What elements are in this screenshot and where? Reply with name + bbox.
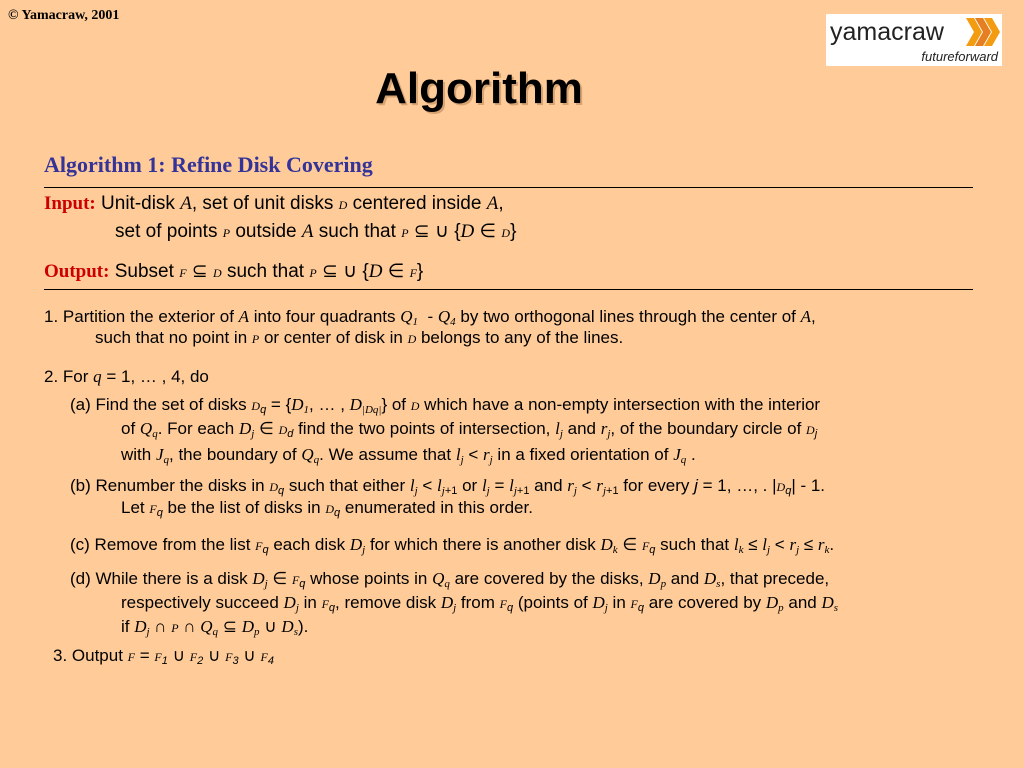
step2b-line-1: (b) Renumber the disks in $D_q$ such that either $l_j < l_{j+1}$ or $l_j = l_{j+1}$ and $r_j < r_{j+1}$ for every j = 1, …, . $|D_q| - 1$.: [70, 476, 826, 497]
output-label: Output:: [44, 261, 110, 282]
input-line-2: set of points P outside A such that P ⊆ ∪ {D ∈ D}: [115, 221, 517, 242]
input-line-1: Input: Unit-disk A, set of unit disks D centered inside A,: [44, 193, 504, 214]
step2b-line-2: Let $F_q$ be the list of disks in $D_q$ enumerated in this order.: [121, 498, 533, 519]
algorithm-heading: Algorithm 1: Refine Disk Covering: [44, 152, 373, 177]
logo-tagline: futureforward: [921, 49, 998, 64]
step3-line: 3. Output $F = F_1$ ∪ $F_2$ ∪ $F_3$ ∪ $F_4$: [53, 646, 274, 667]
step2a-line-1: (a) Find the set of disks $D_q = \{D_1$, … , $D_{|Dq|}$} of D which have a non-empty intersection with the interior: [70, 395, 821, 416]
step2d-line-3: if $D_j$ ∩ P ∩ $Q_q$ ⊆ $D_p$ ∪ $D_s$).: [121, 617, 309, 638]
step2d-line-2: respectively succeed $D_j$ in $F_q$, remove disk $D_j$ from $F_q$ (points of $D_j$ in $F_q$ are covered by $D_p$ and $D_s$: [121, 593, 839, 614]
chevrons-icon: [966, 18, 1000, 46]
step2a-line-3: with $J_q$, the boundary of $Q_q$. We assume that $l_j < r_j$ in a fixed orientation of $J_q$ .: [121, 445, 696, 466]
logo-wordmark: yamacraw: [830, 18, 944, 46]
step2-line: 2. For q = 1, … , 4, do: [44, 367, 209, 386]
heading-rule: [44, 187, 973, 188]
input-label: Input:: [44, 193, 96, 214]
step2a-line-2: of $Q_q$. For each $D_j$ ∈ $D_d$ find the two points of intersection, $l_j$ and $r_j$, of the boundary circle of $D_j$: [121, 419, 818, 440]
copyright-notice: © Yamacraw, 2001: [8, 8, 120, 23]
step1-line-1: 1. Partition the exterior of A into four quadrants $Q_1 - Q_4$ by two orthogonal lines through the center of A,: [44, 307, 816, 328]
step2d-line-1: (d) While there is a disk $D_j$ ∈ $F_q$ whose points in $Q_q$ are covered by the disks, $D_p$ and $D_s$, that precede,: [70, 569, 830, 590]
output-line: Output: Subset F ⊆ D such that P ⊆ ∪ {D ∈ F}: [44, 261, 424, 282]
output-rule: [44, 289, 973, 290]
step2c-line-1: (c) Remove from the list $F_q$ each disk $D_j$ for which there is another disk $D_k$ ∈ $F_q$ such that $l_k \le l_j < r_j \le r_k$.: [70, 535, 835, 556]
yamacraw-logo: [826, 14, 1002, 66]
step1-line-2: such that no point in P or center of disk in D belongs to any of the lines.: [95, 328, 624, 347]
slide-title: Algorithm: [375, 64, 583, 113]
